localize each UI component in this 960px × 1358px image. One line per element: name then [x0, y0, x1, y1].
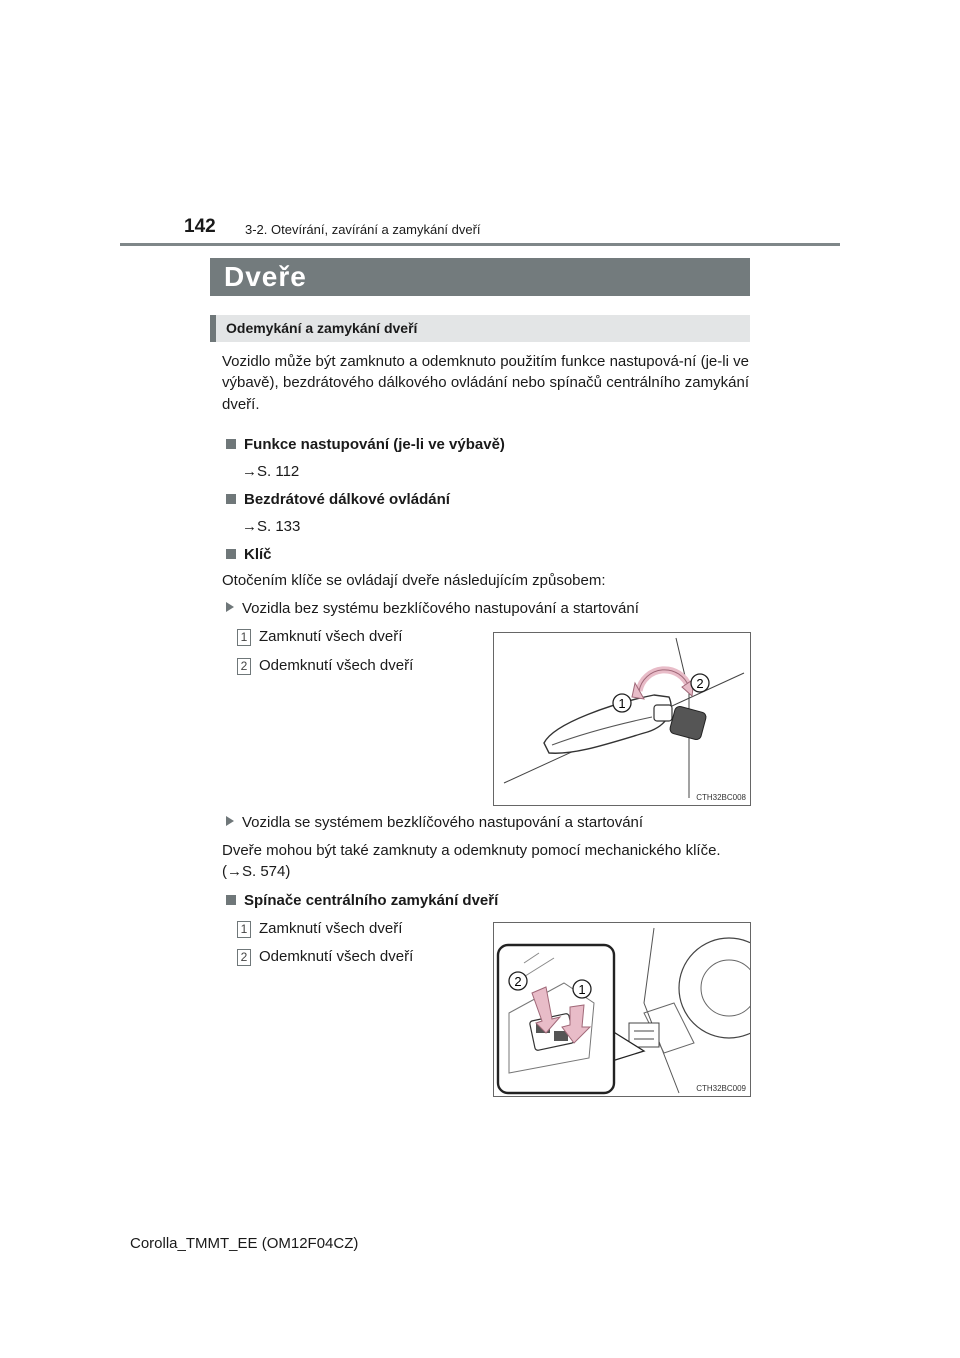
key-text: Otočením klíče se ovládají dveře následujícím způsobem: [222, 572, 606, 589]
section-heading-bar [210, 315, 750, 342]
callout-2-label: 2 [696, 676, 704, 691]
square-bullet-icon [226, 439, 236, 449]
key-subheading-1: Vozidla bez systému bezklíčového nastupování a startování [226, 598, 639, 619]
remote-ref[interactable]: →S. 133 [242, 518, 301, 535]
page-title: Dveře [224, 261, 307, 292]
square-bullet-icon [226, 895, 236, 905]
key-subheading-2: Vozidla se systémem bezklíčového nastupování a startování [226, 812, 643, 833]
callout-1-label: 1 [618, 696, 626, 711]
callout-2-label: 2 [514, 974, 522, 989]
figure-central-locking-switch [493, 922, 751, 1097]
step-number-2: 2 [237, 658, 251, 675]
entry-heading: Funkce nastupování (je-li ve výbavě) [226, 434, 505, 455]
square-bullet-icon [226, 494, 236, 504]
figure-code: CTH32BC009 [696, 1084, 746, 1093]
intro-paragraph: Vozidlo může být zamknuto a odemknuto použitím funkce nastupová-ní (je-li ve výbavě), bezdrátového dálkového ovládání nebo spínačů centrálního zamykání dveří. [222, 353, 749, 413]
key-heading: Klíč [226, 544, 272, 565]
key-step-1: 1 Zamknutí všech dveří [237, 626, 402, 647]
switches-step-1: 1 Zamknutí všech dveří [237, 918, 402, 939]
step-number-1: 1 [237, 629, 251, 646]
switches-heading: Spínače centrálního zamykání dveří [226, 890, 498, 911]
footer-model: Corolla_TMMT_EE (OM12F04CZ) [130, 1235, 359, 1252]
remote-heading: Bezdrátové dálkové ovládání [226, 489, 450, 510]
square-bullet-icon [226, 549, 236, 559]
triangle-bullet-icon [226, 816, 234, 826]
door-handle-illustration [494, 633, 750, 805]
key-text-2: Dveře mohou být také zamknuty a odemknuty pomocí mechanického klíče. (→S. 574) [222, 842, 721, 881]
triangle-bullet-icon [226, 602, 234, 612]
key-step-2: 2 Odemknutí všech dveří [237, 655, 413, 676]
step-number-2: 2 [237, 949, 251, 966]
step-number-1: 1 [237, 921, 251, 938]
figure-key-door-handle [493, 632, 751, 806]
door-switch-illustration [494, 923, 750, 1096]
entry-ref[interactable]: →S. 112 [242, 463, 300, 480]
page-number: 142 [184, 216, 216, 237]
callout-1-label: 1 [578, 982, 586, 997]
chapter-title: 3-2. Otevírání, zavírání a zamykání dveří [245, 222, 481, 237]
section-heading: Odemykání a zamykání dveří [226, 320, 418, 336]
figure-code: CTH32BC008 [696, 793, 746, 802]
title-bar [210, 258, 750, 296]
switches-step-2: 2 Odemknutí všech dveří [237, 946, 413, 967]
header-rule [120, 243, 840, 246]
